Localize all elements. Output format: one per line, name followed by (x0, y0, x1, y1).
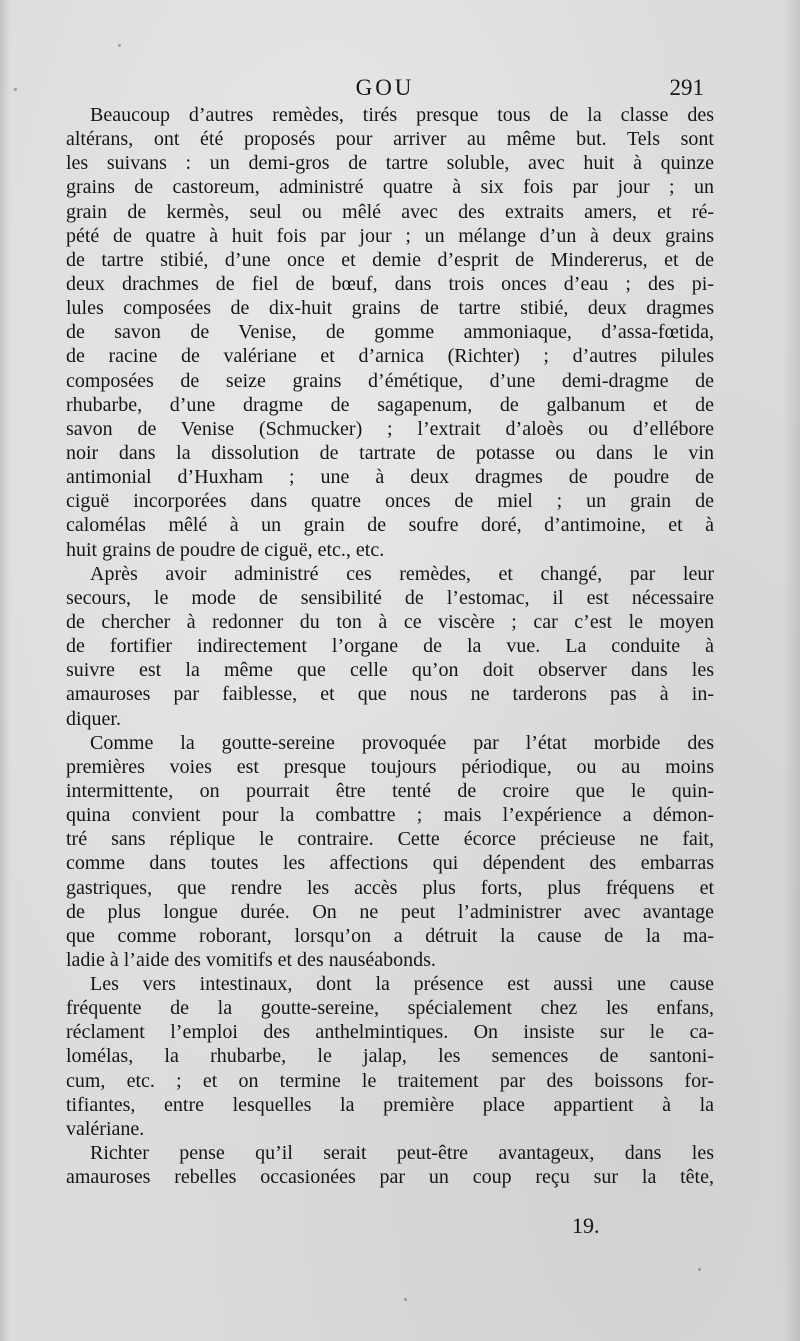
text-line: diquer. (66, 707, 121, 730)
text-line: deux drachmes de fiel de bœuf, dans trois onces d’eau ; des pi- (66, 272, 714, 295)
text-line: composées de seize grains d’émétique, d’une demi-dragme de (66, 369, 714, 392)
text-line: lomélas, la rhubarbe, le jalap, les semences de santoni- (66, 1045, 714, 1068)
text-line: grain de kermès, seul ou mêlé avec des extraits amers, et ré- (66, 200, 714, 223)
text-line: secours, le mode de sensibilité de l’estomac, il est nécessaire (66, 586, 714, 609)
text-line: premières voies est presque toujours périodique, ou au moins (66, 755, 714, 778)
text-line: de tartre stibié, d’une once et demie d’esprit de Mindererus, et de (66, 248, 714, 271)
text-line: de plus longue durée. On ne peut l’administrer avec avantage (66, 900, 714, 923)
text-line: Richter pense qu’il serait peut-être avantageux, dans les (90, 1142, 714, 1165)
text-line: calomélas mêlé à un grain de soufre doré, d’antimoine, et à (66, 514, 714, 537)
text-line: huit grains de poudre de ciguë, etc., etc. (66, 538, 385, 561)
text-line: Après avoir administré ces remèdes, et changé, par leur (90, 562, 714, 585)
text-line: Beaucoup d’autres remèdes, tirés presque tous de la classe des (90, 104, 714, 126)
text-line: cum, etc. ; et on termine le traitement par des boissons for- (66, 1069, 714, 1092)
text-line: fréquente de la goutte-sereine, spécialement chez les enfans, (66, 997, 714, 1020)
paper-speck (118, 44, 121, 47)
page-number: 291 (669, 75, 704, 100)
text-line: tifiantes, entre lesquelles la première place appartient à la (66, 1093, 714, 1116)
text-line: pété de quatre à huit fois par jour ; un mélange d’un à deux grains (66, 224, 714, 247)
text-line: de chercher à redonner du ton à ce viscère ; car c’est le moyen (66, 610, 714, 633)
text-line: valériane. (66, 1117, 145, 1140)
text-line: les suivans : un demi-gros de tartre soluble, avec huit à quinze (66, 152, 714, 175)
text-line: gastriques, que rendre les accès plus forts, plus fréquens et (66, 876, 714, 899)
text-line: antimonial d’Huxham ; une à deux dragmes de poudre de (66, 466, 714, 489)
text-line: noir dans la dissolution de tartrate de potasse ou dans le vin (66, 441, 714, 464)
text-line: que comme roborant, lorsqu’on a détruit la cause de la ma- (66, 924, 714, 947)
page-header (66, 72, 704, 104)
paragraph (66, 731, 714, 972)
paragraph (66, 1141, 714, 1189)
signature-mark: 19. (572, 1213, 600, 1238)
text-line: tré sans réplique le contraire. Cette écorce précieuse ne fait, (66, 828, 714, 851)
text-line: Comme la goutte-sereine provoquée par l’état morbide des (90, 731, 714, 754)
text-line: de racine de valériane et d’arnica (Richter) ; d’autres pilules (66, 345, 714, 368)
paper-speck (404, 1298, 407, 1301)
text-line: amauroses rebelles occasionées par un coup reçu sur la tête, (66, 1166, 714, 1189)
paragraph (66, 562, 714, 731)
text-line: de fortifier indirectement l’organe de la vue. La conduite à (66, 635, 714, 658)
text-line: grains de castoreum, administré quatre à six fois par jour ; un (66, 176, 714, 199)
text-line: Les vers intestinaux, dont la présence est aussi une cause (90, 973, 714, 996)
paragraph (66, 103, 714, 562)
text-line: réclament l’emploi des anthelmintiques. On insiste sur le ca- (66, 1021, 714, 1044)
running-head: GOU (355, 75, 415, 100)
text-line: intermittente, on pourrait être tenté de croire que le quin- (66, 779, 714, 802)
text-line: comme dans toutes les affections qui dépendent des embarras (66, 852, 714, 875)
text-line: suivre est la même que celle qu’on doit observer dans les (66, 659, 714, 682)
paragraph (66, 972, 714, 1141)
text-line: ciguë incorporées dans quatre onces de miel ; un grain de (66, 490, 714, 513)
text-line: amauroses par faiblesse, et que nous ne tarderons pas à in- (66, 683, 714, 706)
text-line: lules composées de dix-huit grains de tartre stibié, deux dragmes (66, 297, 714, 320)
text-line: de savon de Venise, de gomme ammoniaque, d’assa-fœtida, (66, 321, 714, 344)
text-line: ladie à l’aide des vomitifs et des nauséabonds. (66, 948, 436, 971)
text-line: quina convient pour la combattre ; mais l’expérience a démon- (66, 804, 714, 827)
text-line: savon de Venise (Schmucker) ; l’extrait d’aloès ou d’ellébore (66, 417, 714, 440)
text-line: rhubarbe, d’une dragme de sagapenum, de galbanum et de (66, 393, 714, 416)
body-text (66, 103, 714, 1189)
text-line: altérans, ont été proposés pour arriver au même but. Tels sont (66, 128, 714, 151)
paper-speck (698, 1268, 701, 1271)
paper-speck (14, 88, 17, 91)
